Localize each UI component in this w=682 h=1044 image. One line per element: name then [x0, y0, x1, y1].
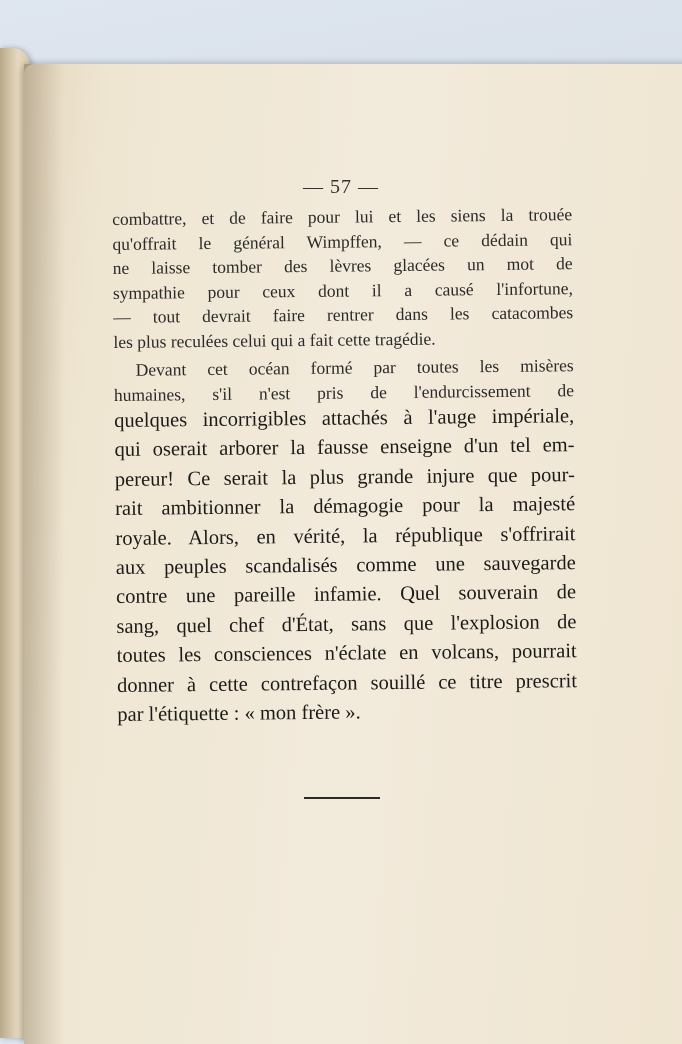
- page-number: — 57 —: [303, 176, 379, 198]
- gutter-shadow: [24, 64, 64, 1044]
- text-line: sympathie pour ceux dont il a causé l'infortune,: [112, 277, 573, 303]
- text-line: combattre, et de faire pour lui et les siens la trouée: [112, 204, 573, 229]
- text-line: Devant cet océan formé par toutes les misères: [135, 355, 574, 380]
- text-line: humaines, s'il n'est pris de l'endurcissement de: [113, 379, 575, 405]
- paragraph-1: [112, 202, 574, 407]
- text-line: royale. Alors, en vérité, la république s'offrirait: [115, 522, 576, 550]
- text-line: aux peuples scandalisés comme une sauvegarde: [115, 552, 576, 580]
- text-line: — tout devrait faire rentrer dans les catacombes: [113, 302, 574, 327]
- page-body: [112, 202, 577, 730]
- text-line: quelques incorrigibles attachés à l'auge impériale,: [114, 405, 575, 432]
- paragraph-2: [114, 402, 577, 730]
- text-line: ne laisse tomber des lèvres glacées un mot de: [112, 253, 573, 278]
- text-line: qui oserait arborer la fausse enseigne d'un tel em-: [114, 434, 575, 462]
- bleed-through-text: ​: [609, 688, 611, 711]
- text-line: rait ambitionner la démagogie pour la majesté: [115, 493, 576, 521]
- text-line: les plus reculées celui qui a fait cette tragédie.: [113, 328, 436, 352]
- text-line: qu'offrait le général Wimpffen, — ce dédain qui: [112, 228, 573, 254]
- text-line: contre une pareille infamie. Quel souverain de: [115, 581, 577, 609]
- text-line: pereur! Ce serait la plus grande injure que pour-: [114, 463, 575, 491]
- text-line: sang, quel chef d'État, sans que l'explosion de: [116, 611, 577, 638]
- end-rule: [304, 797, 380, 799]
- text-line: donner à cette contrefaçon souillé ce titre prescrit: [116, 669, 578, 697]
- text-line: par l'étiquette : « mon frère ».: [117, 701, 361, 727]
- text-line: toutes les consciences n'éclate en volcans, pourrait: [116, 640, 577, 668]
